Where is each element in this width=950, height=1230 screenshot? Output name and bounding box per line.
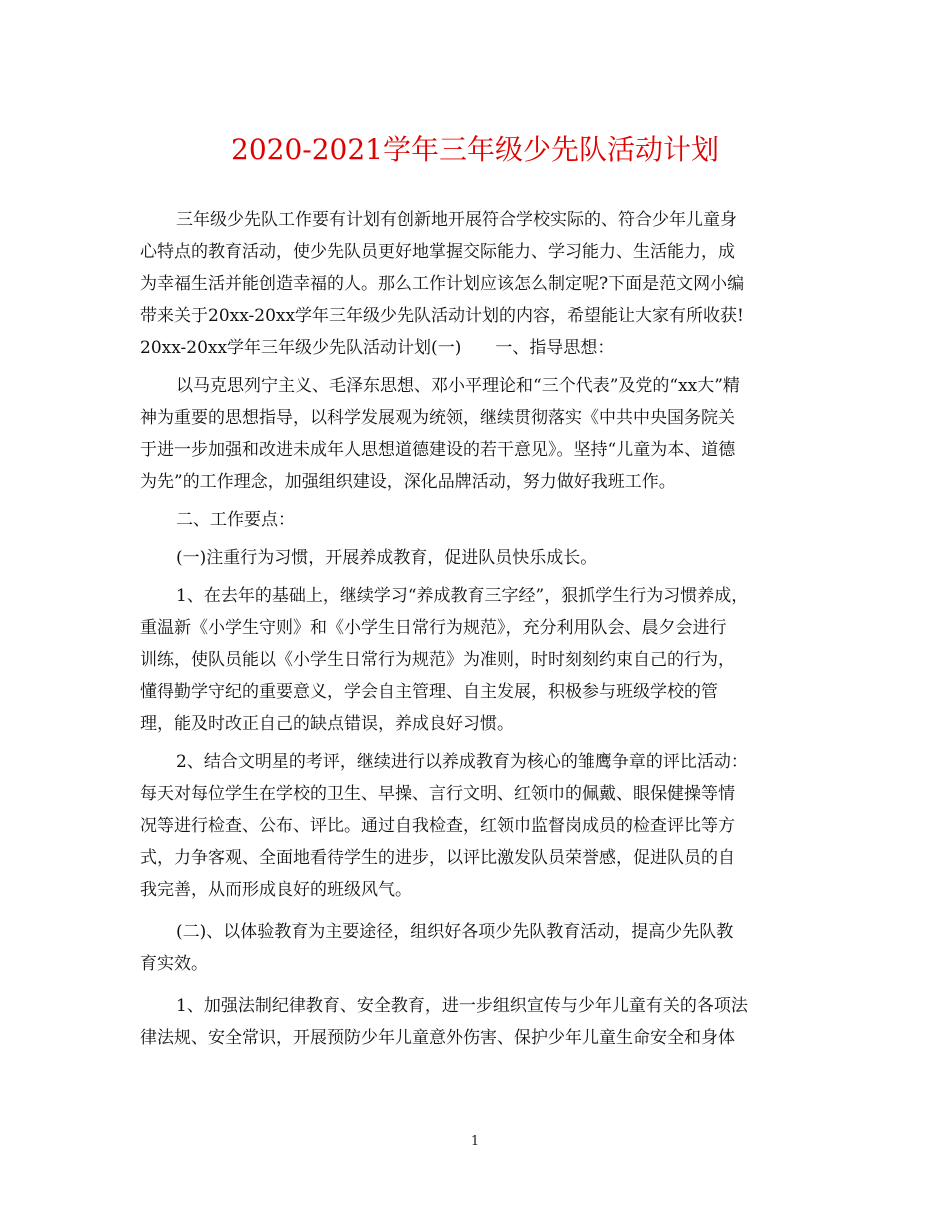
text-line: 训练，使队员能以《小学生日常行为规范》为准则，时时刻刻约束自己的行为， — [140, 650, 735, 670]
text-line: 我完善，从而形成良好的班级风气。 — [140, 880, 412, 900]
text-line: 三年级少先队工作要有计划有创新地开展符合学校实际的、符合少年儿童身 — [176, 210, 737, 230]
paragraph-item-2 — [140, 746, 810, 906]
section-heading — [140, 504, 810, 536]
text-line: 二、工作要点： — [176, 510, 295, 530]
text-line: 心特点的教育活动，使少先队员更好地掌握交际能力、学习能力、生活能力，成 — [140, 242, 735, 262]
text-line: 律法规、安全常识，开展预防少年儿童意外伤害、保护少年儿童生命安全和身体 — [140, 1028, 735, 1048]
text-line: 神为重要的思想指导，以科学发展观为统领，继续贯彻落实《中共中央国务院关 — [140, 408, 735, 428]
text-line: 2、结合文明星的考评，继续进行以养成教育为核心的雏鹰争章的评比活动： — [176, 752, 748, 772]
document-title: 2020-2021学年三年级少先队活动计划 — [231, 133, 719, 166]
text-line: (二)、以体验教育为主要途径，组织好各项少先队教育活动，提高少先队教 — [176, 922, 734, 942]
text-line: (一)注重行为习惯，开展养成教育，促进队员快乐成长。 — [176, 548, 598, 568]
text-line: 理，能及时改正自己的缺点错误，养成良好习惯。 — [140, 714, 514, 734]
text-line: 1、在去年的基础上，继续学习“养成教育三字经”，狠抓学生行为习惯养成， — [176, 586, 749, 606]
text-line: 带来关于20xx-20xx学年三年级少先队活动计划的内容，希望能让大家有所收获! — [140, 306, 744, 326]
text-line: 重温新《小学生守则》和《小学生日常行为规范》，充分利用队会、晨夕会进行 — [140, 618, 727, 638]
page-number: 1 — [470, 1134, 480, 1149]
document-body — [140, 204, 810, 1054]
paragraph-intro — [140, 204, 810, 364]
text-line: 况等进行检查、公布、评比。通过自我检查，红领巾监督岗成员的检查评比等方 — [140, 816, 735, 836]
paragraph-item-1 — [140, 580, 810, 740]
text-line: 为幸福生活并能创造幸福的人。那么工作计划应该怎么制定呢?下面是范文网小编 — [140, 274, 745, 294]
paragraph-guiding-thought — [140, 370, 810, 498]
text-line: 式，力争客观、全面地看待学生的进步，以评比激发队员荣誉感，促进队员的自 — [140, 848, 735, 868]
text-line: 于进一步加强和改进未成年人思想道德建设的若干意见》。坚持“儿童为本、道德 — [140, 440, 736, 460]
text-line: 以马克思列宁主义、毛泽东思想、邓小平理论和“三个代表”及党的“xx大”精 — [176, 376, 740, 396]
text-line: 每天对每位学生在学校的卫生、早操、言行文明、红领巾的佩戴、眼保健操等情 — [140, 784, 735, 804]
subsection-heading-2 — [140, 916, 810, 980]
paragraph-item-3 — [140, 990, 810, 1054]
text-line: 懂得勤学守纪的重要意义，学会自主管理、自主发展，积极参与班级学校的管 — [140, 682, 718, 702]
subsection-heading — [140, 542, 810, 574]
text-line: 20xx-20xx学年三年级少先队活动计划(一) 一、指导思想： — [140, 338, 615, 358]
text-line: 为先”的工作理念，加强组织建设，深化品牌活动，努力做好我班工作。 — [140, 472, 676, 492]
text-line: 育实效。 — [140, 954, 208, 974]
text-line: 1、加强法制纪律教育、安全教育，进一步组织宣传与少年儿童有关的各项法 — [176, 996, 748, 1016]
